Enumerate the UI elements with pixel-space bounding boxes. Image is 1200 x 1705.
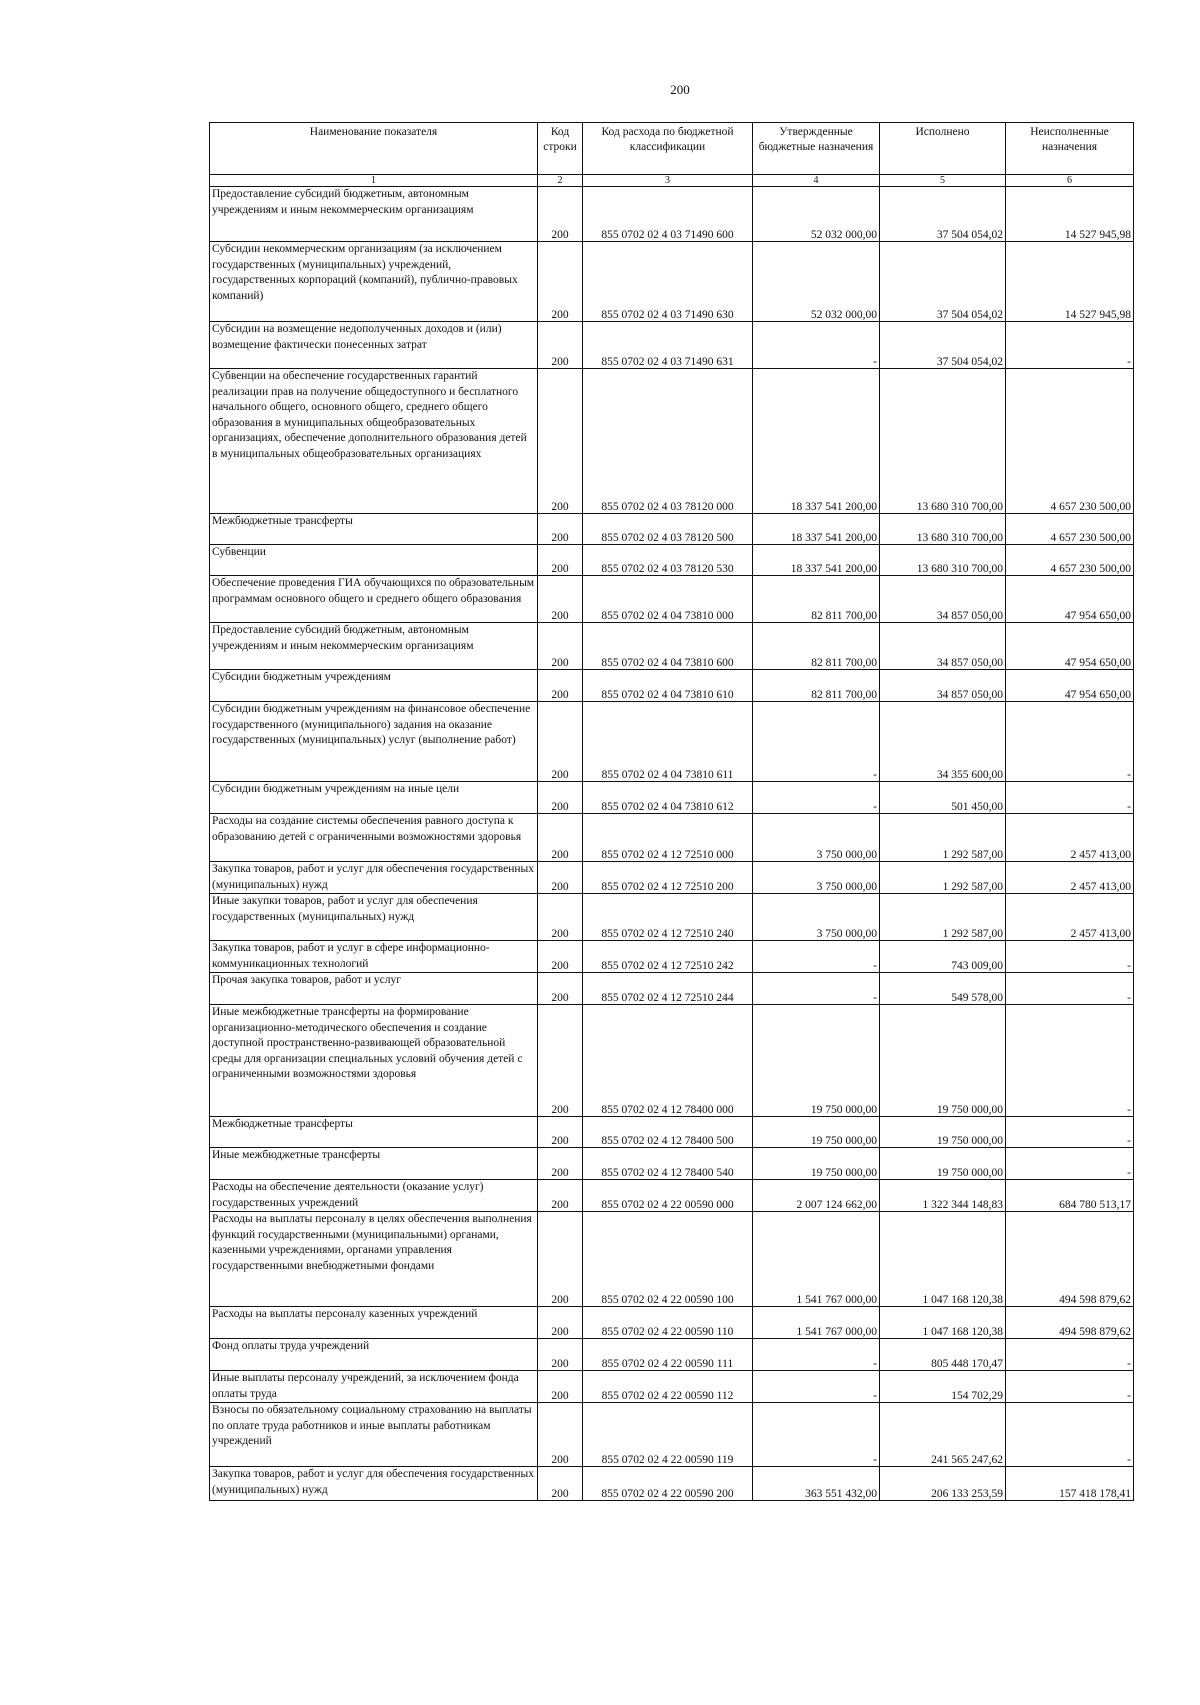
column-number: 4 xyxy=(753,175,880,187)
row-code: 200 xyxy=(538,1371,583,1403)
row-approved: 19 750 000,00 xyxy=(753,1005,880,1117)
row-executed: 743 009,00 xyxy=(880,941,1006,973)
row-approved: 18 337 541 200,00 xyxy=(753,514,880,545)
row-classification: 855 0702 02 4 12 78400 500 xyxy=(583,1117,753,1148)
header-code: Код строки xyxy=(538,123,583,175)
row-unexecuted: - xyxy=(1006,1117,1134,1148)
row-code: 200 xyxy=(538,1307,583,1339)
row-approved: 82 811 700,00 xyxy=(753,670,880,702)
table-row xyxy=(210,1403,1134,1467)
row-code: 200 xyxy=(538,242,583,322)
row-code: 200 xyxy=(538,623,583,670)
row-name: Фонд оплаты труда учреждений xyxy=(210,1339,538,1371)
row-classification: 855 0702 02 4 12 78400 000 xyxy=(583,1005,753,1117)
row-approved: 3 750 000,00 xyxy=(753,814,880,862)
row-executed: 549 578,00 xyxy=(880,973,1006,1005)
row-executed: 34 355 600,00 xyxy=(880,702,1006,782)
row-unexecuted: - xyxy=(1006,973,1134,1005)
row-executed: 37 504 054,02 xyxy=(880,322,1006,369)
row-code: 200 xyxy=(538,1212,583,1307)
row-code: 200 xyxy=(538,973,583,1005)
row-code: 200 xyxy=(538,702,583,782)
row-approved: 18 337 541 200,00 xyxy=(753,369,880,514)
row-name: Обеспечение проведения ГИА обучающихся по образовательным программам основного общего и среднего общего образования xyxy=(210,576,538,623)
table-row xyxy=(210,1307,1134,1339)
row-approved: 19 750 000,00 xyxy=(753,1148,880,1180)
row-classification: 855 0702 02 4 03 78120 500 xyxy=(583,514,753,545)
row-executed: 34 857 050,00 xyxy=(880,576,1006,623)
row-classification: 855 0702 02 4 04 73810 611 xyxy=(583,702,753,782)
row-executed: 1 292 587,00 xyxy=(880,814,1006,862)
row-unexecuted: - xyxy=(1006,702,1134,782)
table-row xyxy=(210,782,1134,814)
row-unexecuted: 14 527 945,98 xyxy=(1006,187,1134,242)
row-code: 200 xyxy=(538,941,583,973)
row-unexecuted: 47 954 650,00 xyxy=(1006,670,1134,702)
row-unexecuted: - xyxy=(1006,322,1134,369)
row-code: 200 xyxy=(538,1180,583,1212)
table-row xyxy=(210,814,1134,862)
row-name: Предоставление субсидий бюджетным, автономным учреждениям и иным некоммерческим организациям xyxy=(210,623,538,670)
row-executed: 34 857 050,00 xyxy=(880,670,1006,702)
row-executed: 19 750 000,00 xyxy=(880,1005,1006,1117)
row-code: 200 xyxy=(538,1467,583,1501)
row-approved: 52 032 000,00 xyxy=(753,187,880,242)
row-executed: 37 504 054,02 xyxy=(880,242,1006,322)
row-approved: 18 337 541 200,00 xyxy=(753,545,880,576)
row-code: 200 xyxy=(538,814,583,862)
table-row xyxy=(210,242,1134,322)
header-unexecuted: Неисполненные назначения xyxy=(1006,123,1134,175)
row-code: 200 xyxy=(538,187,583,242)
table-row xyxy=(210,702,1134,782)
row-classification: 855 0702 02 4 04 73810 600 xyxy=(583,623,753,670)
row-name: Расходы на создание системы обеспечения равного доступа к образованию детей с ограниченными возможностями здоровья xyxy=(210,814,538,862)
table-row xyxy=(210,623,1134,670)
row-code: 200 xyxy=(538,1005,583,1117)
row-code: 200 xyxy=(538,576,583,623)
row-name: Субсидии бюджетным учреждениям на иные цели xyxy=(210,782,538,814)
row-approved: - xyxy=(753,1339,880,1371)
row-approved: - xyxy=(753,322,880,369)
row-name: Иные закупки товаров, работ и услуг для обеспечения государственных (муниципальных) нужд xyxy=(210,894,538,941)
row-unexecuted: 2 457 413,00 xyxy=(1006,862,1134,894)
table-row xyxy=(210,941,1134,973)
table-row xyxy=(210,894,1134,941)
row-name: Субсидии бюджетным учреждениям на финансовое обеспечение государственного (муниципального) задания на оказание государственных (муниципальных) услуг (выполнение работ) xyxy=(210,702,538,782)
row-executed: 1 047 168 120,38 xyxy=(880,1307,1006,1339)
row-classification: 855 0702 02 4 04 73810 000 xyxy=(583,576,753,623)
row-code: 200 xyxy=(538,322,583,369)
row-name: Закупка товаров, работ и услуг для обеспечения государственных (муниципальных) нужд xyxy=(210,862,538,894)
row-executed: 13 680 310 700,00 xyxy=(880,545,1006,576)
column-number: 2 xyxy=(538,175,583,187)
row-approved: 82 811 700,00 xyxy=(753,623,880,670)
row-executed: 34 857 050,00 xyxy=(880,623,1006,670)
row-classification: 855 0702 02 4 12 72510 200 xyxy=(583,862,753,894)
row-unexecuted: 47 954 650,00 xyxy=(1006,576,1134,623)
row-classification: 855 0702 02 4 03 78120 000 xyxy=(583,369,753,514)
column-number-row xyxy=(210,175,1134,187)
row-executed: 1 292 587,00 xyxy=(880,862,1006,894)
row-unexecuted: 14 527 945,98 xyxy=(1006,242,1134,322)
row-code: 200 xyxy=(538,782,583,814)
row-executed: 13 680 310 700,00 xyxy=(880,369,1006,514)
row-name: Иные межбюджетные трансферты xyxy=(210,1148,538,1180)
column-number: 3 xyxy=(583,175,753,187)
row-approved: 1 541 767 000,00 xyxy=(753,1307,880,1339)
row-classification: 855 0702 02 4 04 73810 612 xyxy=(583,782,753,814)
row-executed: 805 448 170,47 xyxy=(880,1339,1006,1371)
row-classification: 855 0702 02 4 12 78400 540 xyxy=(583,1148,753,1180)
row-code: 200 xyxy=(538,670,583,702)
row-classification: 855 0702 02 4 12 72510 242 xyxy=(583,941,753,973)
row-classification: 855 0702 02 4 22 00590 119 xyxy=(583,1403,753,1467)
row-classification: 855 0702 02 4 22 00590 111 xyxy=(583,1339,753,1371)
row-approved: 2 007 124 662,00 xyxy=(753,1180,880,1212)
table-row xyxy=(210,187,1134,242)
page-number: 200 xyxy=(670,82,690,97)
row-classification: 855 0702 02 4 12 72510 240 xyxy=(583,894,753,941)
row-unexecuted: - xyxy=(1006,1371,1134,1403)
column-number: 6 xyxy=(1006,175,1134,187)
row-executed: 19 750 000,00 xyxy=(880,1148,1006,1180)
row-approved: 3 750 000,00 xyxy=(753,862,880,894)
header-executed: Исполнено xyxy=(880,123,1006,175)
table-row xyxy=(210,973,1134,1005)
row-unexecuted: - xyxy=(1006,941,1134,973)
header-classification: Код расхода по бюджетной классификации xyxy=(583,123,753,175)
table-row xyxy=(210,514,1134,545)
row-code: 200 xyxy=(538,1339,583,1371)
row-classification: 855 0702 02 4 04 73810 610 xyxy=(583,670,753,702)
row-classification: 855 0702 02 4 12 72510 000 xyxy=(583,814,753,862)
row-name: Взносы по обязательному социальному страхованию на выплаты по оплате труда работников и иные выплаты работникам учреждений xyxy=(210,1403,538,1467)
table-row xyxy=(210,1005,1134,1117)
row-code: 200 xyxy=(538,545,583,576)
row-executed: 13 680 310 700,00 xyxy=(880,514,1006,545)
row-executed: 501 450,00 xyxy=(880,782,1006,814)
row-unexecuted: - xyxy=(1006,1339,1134,1371)
row-classification: 855 0702 02 4 12 72510 244 xyxy=(583,973,753,1005)
row-executed: 154 702,29 xyxy=(880,1371,1006,1403)
row-approved: 363 551 432,00 xyxy=(753,1467,880,1501)
row-unexecuted: 494 598 879,62 xyxy=(1006,1212,1134,1307)
row-code: 200 xyxy=(538,862,583,894)
row-classification: 855 0702 02 4 03 71490 600 xyxy=(583,187,753,242)
table-row xyxy=(210,545,1134,576)
row-classification: 855 0702 02 4 22 00590 100 xyxy=(583,1212,753,1307)
row-unexecuted: - xyxy=(1006,1403,1134,1467)
table-row xyxy=(210,1467,1134,1501)
row-name: Субсидии бюджетным учреждениям xyxy=(210,670,538,702)
row-unexecuted: 157 418 178,41 xyxy=(1006,1467,1134,1501)
row-approved: - xyxy=(753,782,880,814)
row-name: Закупка товаров, работ и услуг для обеспечения государственных (муниципальных) нужд xyxy=(210,1467,538,1501)
row-approved: - xyxy=(753,941,880,973)
row-executed: 1 322 344 148,83 xyxy=(880,1180,1006,1212)
column-number: 5 xyxy=(880,175,1006,187)
row-code: 200 xyxy=(538,369,583,514)
row-unexecuted: 4 657 230 500,00 xyxy=(1006,545,1134,576)
row-classification: 855 0702 02 4 03 78120 530 xyxy=(583,545,753,576)
row-unexecuted: 684 780 513,17 xyxy=(1006,1180,1134,1212)
row-name: Субвенции на обеспечение государственных гарантий реализации прав на получение общедоступного и бесплатного начального общего, основного общего, среднего общего образования в муниципальных общеобразовательных организациях, обеспечение дополнительного образования детей в муниципальных общеобразовательных организациях xyxy=(210,369,538,514)
row-classification: 855 0702 02 4 22 00590 112 xyxy=(583,1371,753,1403)
row-name: Межбюджетные трансферты xyxy=(210,1117,538,1148)
table-row xyxy=(210,576,1134,623)
row-name: Расходы на обеспечение деятельности (оказание услуг) государственных учреждений xyxy=(210,1180,538,1212)
row-executed: 19 750 000,00 xyxy=(880,1117,1006,1148)
row-name: Иные выплаты персоналу учреждений, за исключением фонда оплаты труда xyxy=(210,1371,538,1403)
row-unexecuted: 2 457 413,00 xyxy=(1006,894,1134,941)
row-name: Предоставление субсидий бюджетным, автономным учреждениям и иным некоммерческим организациям xyxy=(210,187,538,242)
row-executed: 37 504 054,02 xyxy=(880,187,1006,242)
table-row xyxy=(210,1117,1134,1148)
row-approved: - xyxy=(753,973,880,1005)
row-name: Субсидии на возмещение недополученных доходов и (или) возмещение фактически понесенных затрат xyxy=(210,322,538,369)
table-row xyxy=(210,1212,1134,1307)
row-name: Прочая закупка товаров, работ и услуг xyxy=(210,973,538,1005)
header-approved: Утвержденные бюджетные назначения xyxy=(753,123,880,175)
table-row xyxy=(210,670,1134,702)
table-row xyxy=(210,1148,1134,1180)
row-name: Расходы на выплаты персоналу казенных учреждений xyxy=(210,1307,538,1339)
row-unexecuted: 2 457 413,00 xyxy=(1006,814,1134,862)
row-name: Межбюджетные трансферты xyxy=(210,514,538,545)
row-approved: - xyxy=(753,1371,880,1403)
row-unexecuted: - xyxy=(1006,1148,1134,1180)
row-code: 200 xyxy=(538,514,583,545)
table-row xyxy=(210,1339,1134,1371)
row-name: Иные межбюджетные трансферты на формирование организационно-методического обеспечения и создание доступной пространственно-развивающей образовательной среды для организации специальных условий обучения детей с ограниченными возможностями здоровья xyxy=(210,1005,538,1117)
row-approved: 82 811 700,00 xyxy=(753,576,880,623)
row-approved: - xyxy=(753,1403,880,1467)
row-unexecuted: 494 598 879,62 xyxy=(1006,1307,1134,1339)
row-classification: 855 0702 02 4 22 00590 200 xyxy=(583,1467,753,1501)
row-unexecuted: - xyxy=(1006,782,1134,814)
row-name: Субсидии некоммерческим организациям (за исключением государственных (муниципальных) учреждений, государственных корпораций (компаний), публично-правовых компаний) xyxy=(210,242,538,322)
row-executed: 1 047 168 120,38 xyxy=(880,1212,1006,1307)
row-approved: 52 032 000,00 xyxy=(753,242,880,322)
row-name: Расходы на выплаты персоналу в целях обеспечения выполнения функций государственными (муниципальными) органами, казенными учреждениями, органами управления государственными внебюджетными фондами xyxy=(210,1212,538,1307)
row-classification: 855 0702 02 4 03 71490 631 xyxy=(583,322,753,369)
row-code: 200 xyxy=(538,1403,583,1467)
row-executed: 206 133 253,59 xyxy=(880,1467,1006,1501)
row-unexecuted: 4 657 230 500,00 xyxy=(1006,369,1134,514)
row-approved: 1 541 767 000,00 xyxy=(753,1212,880,1307)
row-classification: 855 0702 02 4 22 00590 110 xyxy=(583,1307,753,1339)
row-unexecuted: 4 657 230 500,00 xyxy=(1006,514,1134,545)
row-classification: 855 0702 02 4 03 71490 630 xyxy=(583,242,753,322)
row-code: 200 xyxy=(538,894,583,941)
column-number: 1 xyxy=(210,175,538,187)
row-unexecuted: 47 954 650,00 xyxy=(1006,623,1134,670)
row-approved: 19 750 000,00 xyxy=(753,1117,880,1148)
table-row xyxy=(210,862,1134,894)
row-unexecuted: - xyxy=(1006,1005,1134,1117)
row-classification: 855 0702 02 4 22 00590 000 xyxy=(583,1180,753,1212)
table-row xyxy=(210,369,1134,514)
table-row xyxy=(210,1180,1134,1212)
row-approved: 3 750 000,00 xyxy=(753,894,880,941)
table-header-row xyxy=(210,123,1134,175)
table-row xyxy=(210,322,1134,369)
table-row xyxy=(210,1371,1134,1403)
row-code: 200 xyxy=(538,1117,583,1148)
row-code: 200 xyxy=(538,1148,583,1180)
row-name: Субвенции xyxy=(210,545,538,576)
row-executed: 1 292 587,00 xyxy=(880,894,1006,941)
row-executed: 241 565 247,62 xyxy=(880,1403,1006,1467)
row-approved: - xyxy=(753,702,880,782)
header-name: Наименование показателя xyxy=(210,123,538,175)
budget-execution-table xyxy=(209,122,1134,1501)
row-name: Закупка товаров, работ и услуг в сфере информационно-коммуникационных технологий xyxy=(210,941,538,973)
